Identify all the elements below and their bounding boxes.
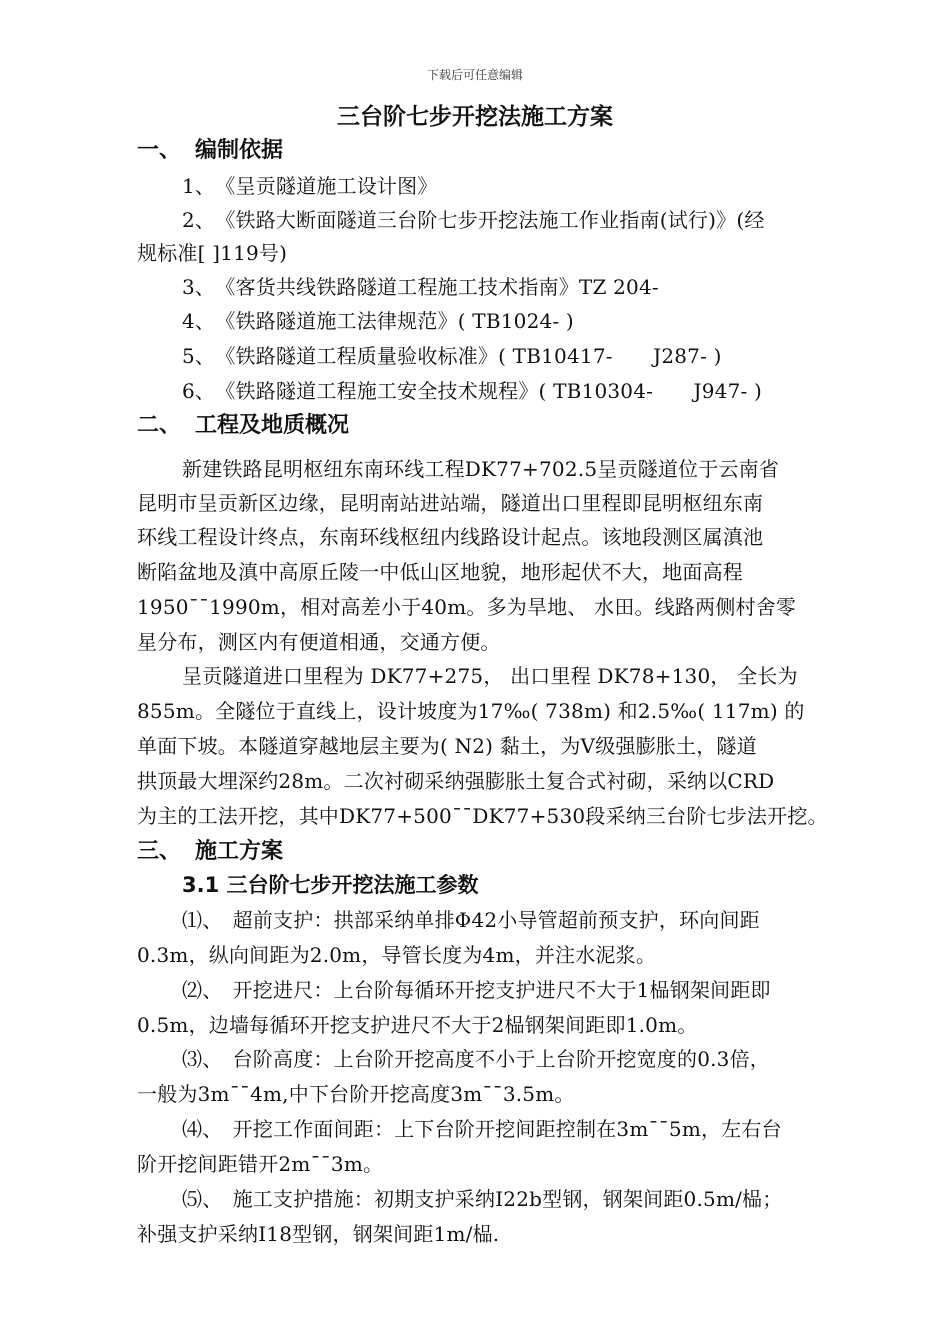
ref-item: 3、 《客货共线铁路隧道工程施工技术指南》TZ 204- (182, 275, 659, 299)
ref-item-cont: 规标准[ ]119号) (137, 241, 288, 265)
body-line: 断陷盆地及滇中高原丘陵一中低山区地貌，地形起伏不大，地面高程 (137, 560, 743, 584)
param-line: 补强支护采纳I18型钢，钢架间距1m/榀. (137, 1222, 500, 1246)
section-heading-1: 一、 编制依据 (137, 138, 284, 163)
param-line: ⑴、 超前支护：拱部采纳单排Φ42小导管超前预支护，环向间距 (182, 908, 760, 932)
param-line: ⑷、 开挖工作面间距：上下台阶开挖间距控制在3m¯¯5m，左右台 (182, 1117, 782, 1141)
param-line: 0.5m，边墙每循环开挖支护进尺不大于2榀钢架间距即1.0m。 (137, 1013, 698, 1037)
param-line: 0.3m，纵向间距为2.0m，导管长度为4m，并注水泥浆。 (137, 943, 657, 967)
param-line: 一般为3m¯¯4m,中下台阶开挖高度3m¯¯3.5m。 (137, 1082, 575, 1106)
page-header: 下载后可任意编辑 (426, 68, 523, 82)
ref-item: 4、 《铁路隧道施工法律规范》( TB1024- ) (182, 309, 574, 333)
ref-item: 2、 《铁路大断面隧道三台阶七步开挖法施工作业指南(试行)》(经 (182, 208, 765, 232)
body-line: 拱顶最大埋深约28m。二次衬砌采纳强膨胀土复合式衬砌，采纳以CRD (137, 769, 775, 793)
param-line: ⑶、 台阶高度：上台阶开挖高度不小于上台阶开挖宽度的0.3倍， (182, 1047, 771, 1071)
ref-item: 1、 《呈贡隧道施工设计图》 (182, 174, 438, 198)
body-line: 昆明市呈贡新区边缘，昆明南站进站端，隧道出口里程即昆明枢纽东南 (137, 491, 764, 515)
param-line: 阶开挖间距错开2m¯¯3m。 (137, 1152, 384, 1176)
body-line: 新建铁路昆明枢纽东南环线工程DK77+702.5呈贡隧道位于云南省 (182, 457, 780, 481)
body-line: 星分布，测区内有便道相通，交通方便。 (137, 630, 501, 654)
document-title: 三台阶七步开挖法施工方案 (337, 104, 613, 130)
param-line: ⑸、 施工支护措施：初期支护采纳Ⅰ22b型钢，钢架间距0.5m/榀； (182, 1187, 783, 1211)
param-line: ⑵、 开挖进尺：上台阶每循环开挖支护进尺不大于1榀钢架间距即 (182, 978, 771, 1002)
ref-item: 5、 《铁路隧道工程质量验收标准》( TB10417- J287- ) (182, 344, 722, 368)
body-line: 环线工程设计终点，东南环线枢纽内线路设计起点。该地段测区属滇池 (137, 525, 764, 549)
body-line: 1950¯¯1990m，相对高差小于40m。多为旱地、 水田。线路两侧村舍零 (137, 595, 797, 619)
section-heading-3: 三、 施工方案 (137, 839, 284, 864)
body-line: 单面下坡。本隧道穿越地层主要为( N2) 黏土，为Ⅴ级强膨胀土，隧道 (137, 734, 757, 758)
subsection-heading: 3.1 三台阶七步开挖法施工参数 (182, 873, 479, 897)
body-line: 855m。全隧位于直线上，设计坡度为17‰( 738m) 和2.5‰( 117m) 的 (137, 699, 805, 723)
ref-item: 6、 《铁路隧道工程施工安全技术规程》( TB10304- J947- ) (182, 379, 763, 403)
section-heading-2: 二、 工程及地质概况 (137, 413, 350, 438)
body-line: 呈贡隧道进口里程为 DK77+275， 出口里程 DK78+130， 全长为 (182, 664, 798, 688)
body-line: 为主的工法开挖，其中DK77+500¯¯DK77+530段采纳三台阶七步法开挖。 (137, 804, 828, 828)
